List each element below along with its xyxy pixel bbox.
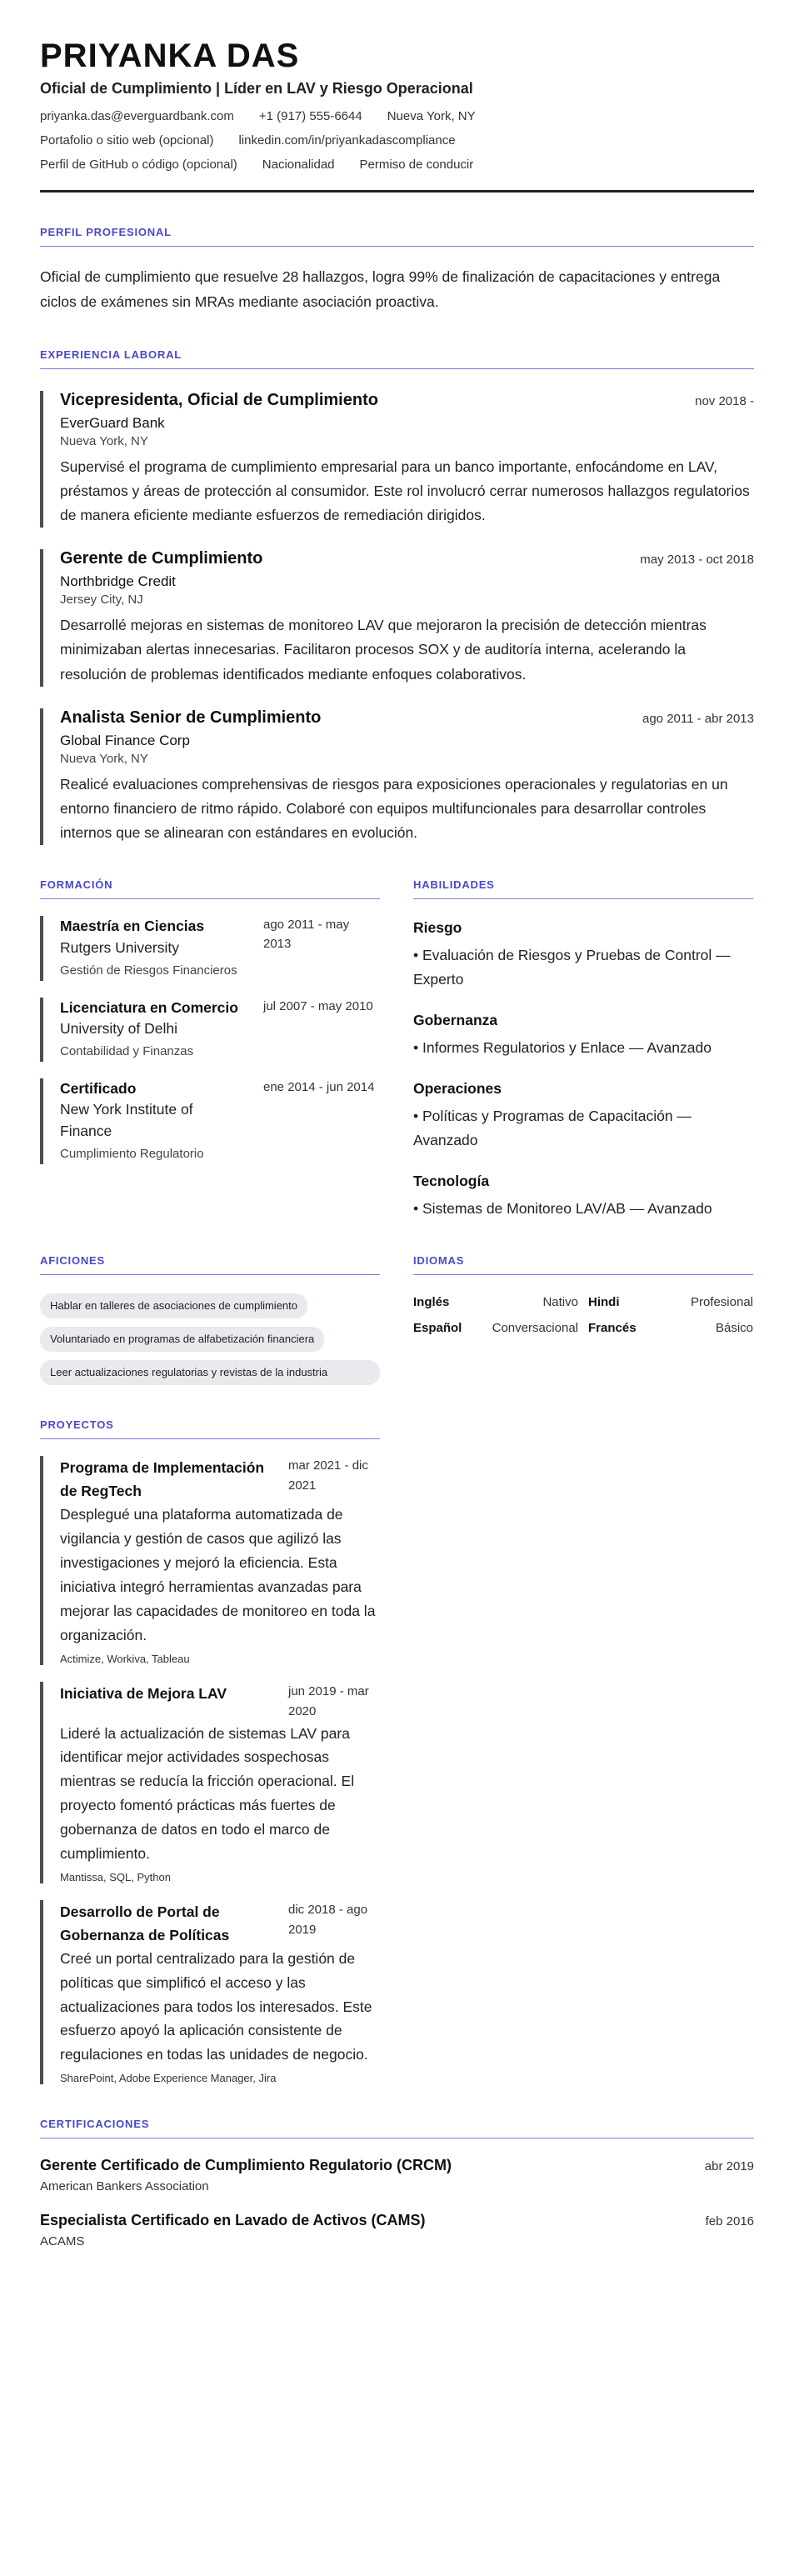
experience-item	[40, 391, 754, 528]
project-name: Programa de Implementación de RegTech	[60, 1459, 265, 1500]
certification-issuer: ACAMS	[40, 2234, 85, 2249]
education-school: New York Institute of Finance	[60, 1101, 193, 1139]
job-location: Nueva York, NY	[60, 751, 148, 766]
hobby-chip: Leer actualizaciones regulatorias y revistas de la industria	[40, 1360, 380, 1385]
job-dates: may 2013 - oct 2018	[640, 553, 754, 568]
language-level: Básico	[715, 1320, 753, 1335]
language-level: Nativo	[542, 1294, 578, 1309]
education-field: Gestión de Riesgos Financieros	[60, 963, 237, 978]
job-location: Jersey City, NJ	[60, 593, 143, 608]
project-item	[40, 1456, 380, 1664]
education-degree: Maestría en Ciencias	[60, 918, 205, 935]
hobby-chip: Voluntariado en programas de alfabetización financiera	[40, 1327, 324, 1352]
summary-text: Oficial de cumplimiento que resuelve 28 hallazgos, logra 99% de finalización de capacitaciones y entrega ciclos de exámenes sin MRAs mediante asociación proactiva.	[40, 268, 721, 310]
education-school: Rutgers University	[60, 938, 179, 956]
language-item	[413, 1295, 578, 1309]
contact-row	[40, 109, 754, 123]
language-name: Español	[413, 1320, 462, 1335]
project-description: Desplegué una plataforma automatizada de vigilancia y gestión de casos que agilizó las investigaciones y mejoró la eficiencia. Esta iniciativa integró herramientas avanzadas para mejorar las capacidades de monitoreo en toda la organización.	[60, 1506, 376, 1643]
experience-item	[40, 708, 754, 846]
education-item	[40, 998, 380, 1062]
project-name: Iniciativa de Mejora LAV	[60, 1684, 227, 1702]
certification-name: Especialista Certificado en Lavado de Activos (CAMS)	[40, 2212, 426, 2229]
skill-detail: • Informes Regulatorios y Enlace — Avanzado	[413, 1039, 712, 1057]
skill-category: Tecnología	[413, 1172, 490, 1189]
education-dates: ago 2011 - may 2013	[263, 918, 350, 951]
header-divider	[40, 190, 754, 193]
certification-name: Gerente Certificado de Cumplimiento Regulatorio (CRCM)	[40, 2157, 452, 2174]
contact-nationality: Nacionalidad	[262, 158, 335, 172]
section-title: HABILIDADES	[413, 878, 753, 899]
job-title: Vicepresidenta, Oficial de Cumplimiento	[60, 390, 378, 409]
project-dates: jun 2019 - mar 2020	[288, 1683, 369, 1718]
hobbies-section	[40, 1221, 380, 1386]
language-item	[413, 1321, 578, 1335]
education-degree: Certificado	[60, 1079, 137, 1097]
language-item	[588, 1295, 753, 1309]
contact-email[interactable]: priyanka.das@everguardbank.com	[40, 109, 234, 123]
education-skills-row	[40, 845, 754, 1220]
contact-phone[interactable]: +1 (917) 555-6644	[258, 109, 362, 123]
education-school: University of Delhi	[60, 1020, 178, 1038]
language-item	[588, 1321, 753, 1335]
project-dates: dic 2018 - ago 2019	[288, 1902, 368, 1937]
hobby-list	[40, 1293, 380, 1386]
contact-location: Nueva York, NY	[387, 109, 476, 123]
candidate-name: PRIYANKA DAS	[40, 38, 300, 74]
project-tech: Actimize, Workiva, Tableau	[60, 1652, 190, 1665]
section-title: EXPERIENCIA LABORAL	[40, 348, 754, 369]
certification-date: abr 2019	[704, 2159, 754, 2174]
project-item	[40, 1682, 380, 1883]
section-title: FORMACIÓN	[40, 878, 380, 899]
project-description: Lideré la actualización de sistemas LAV para identificar mejor actividades sospechosas mientras se reducía la fricción operacional. El proyecto fomentó prácticas más fuertes de gobernanza de datos en todo el marco de cumplimiento.	[60, 1724, 355, 1862]
education-dates: ene 2014 - jun 2014	[263, 1079, 375, 1094]
section-title: IDIOMAS	[413, 1254, 753, 1275]
project-name: Desarrollo de Portal de Gobernanza de Políticas	[60, 1903, 230, 1943]
skills-section	[413, 845, 753, 1220]
summary-section	[40, 226, 754, 315]
certification-date: feb 2016	[705, 2214, 754, 2229]
section-title: PROYECTOS	[40, 1418, 380, 1439]
education-field: Contabilidad y Finanzas	[60, 1044, 194, 1059]
section-title: PERFIL PROFESIONAL	[40, 226, 754, 247]
education-degree: Licenciatura en Comercio	[60, 998, 238, 1016]
skill-detail: • Evaluación de Riesgos y Pruebas de Control — Experto	[413, 947, 731, 988]
language-name: Hindi	[588, 1294, 620, 1309]
job-title: Analista Senior de Cumplimiento	[60, 708, 322, 727]
education-item	[40, 1078, 380, 1164]
job-dates: nov 2018 -	[695, 393, 754, 408]
job-company: Global Finance Corp	[60, 732, 190, 748]
job-title: Gerente de Cumplimiento	[60, 549, 263, 568]
education-section	[40, 845, 380, 1220]
skill-category: Riesgo	[413, 919, 462, 937]
contact-github[interactable]: Perfil de GitHub o código (opcional)	[40, 158, 237, 172]
experience-section	[40, 348, 754, 846]
skill-detail: • Sistemas de Monitoreo LAV/AB — Avanzado	[413, 1199, 712, 1217]
job-dates: ago 2011 - abr 2013	[642, 711, 754, 726]
project-tech: Mantissa, SQL, Python	[60, 1870, 171, 1883]
certification-issuer: American Bankers Association	[40, 2179, 209, 2194]
projects-section	[40, 1418, 380, 2084]
language-name: Inglés	[413, 1294, 450, 1309]
contact-license: Permiso de conducir	[359, 158, 474, 172]
language-grid	[413, 1295, 753, 1335]
language-level: Conversacional	[492, 1320, 578, 1335]
job-location: Nueva York, NY	[60, 433, 148, 448]
job-company: Northbridge Credit	[60, 573, 176, 590]
certification-item	[40, 2157, 754, 2193]
education-dates: jul 2007 - may 2010	[263, 998, 373, 1013]
resume-header	[40, 37, 754, 193]
contact-portfolio[interactable]: Portafolio o sitio web (opcional)	[40, 133, 214, 148]
project-item	[40, 1900, 380, 2084]
hobby-chip: Hablar en talleres de asociaciones de cumplimiento	[40, 1293, 307, 1318]
certifications-section	[40, 2118, 754, 2248]
hobbies-languages-row	[40, 1221, 754, 1386]
certification-item	[40, 2212, 754, 2248]
project-description: Creé un portal centralizado para la gestión de políticas que simplificó el acceso y las actualizaciones para todos los interesados. Este esfuerzo apoyó la aplicación consistente de regulaciones en todas las unidades de negocio.	[60, 1949, 372, 2063]
contact-linkedin[interactable]: linkedin.com/in/priyankadascompliance	[238, 133, 456, 148]
job-description: Realicé evaluaciones comprehensivas de riesgos para exposiciones operacionales y regulatorias en un entorno financiero de ritmo rápido. Colaboré con equipos multifuncionales para desarrollar controles internos que se alinearan con estándares en evolución.	[60, 775, 728, 842]
job-company: EverGuard Bank	[60, 414, 165, 431]
experience-item	[40, 549, 754, 687]
education-item	[40, 916, 380, 980]
skill-category: Operaciones	[413, 1080, 502, 1098]
contact-row	[40, 133, 754, 148]
job-description: Supervisé el programa de cumplimiento empresarial para un banco importante, enfocándome en LAV, préstamos y áreas de protección al consumidor. Este rol involucró cerrar numerosos hallazgos regulatorios de manera eficiente mediante esfuerzos de remediación dirigidos.	[60, 458, 750, 523]
section-title: CERTIFICACIONES	[40, 2118, 754, 2138]
language-name: Francés	[588, 1320, 637, 1335]
project-tech: SharePoint, Adobe Experience Manager, Jira	[60, 2072, 277, 2085]
project-dates: mar 2021 - dic 2021	[288, 1458, 368, 1493]
skill-detail: • Políticas y Programas de Capacitación — Avanzado	[413, 1108, 692, 1148]
education-field: Cumplimiento Regulatorio	[60, 1147, 204, 1162]
candidate-headline: Oficial de Cumplimiento | Líder en LAV y Riesgo Operacional	[40, 80, 473, 97]
job-description: Desarrollé mejoras en sistemas de monitoreo LAV que mejoraron la precisión de detección mientras minimizaban alertas innecesarias. Facilitaron procesos SOX y de auditoría interna, acelerando la resolución de problemas identificados mediante enfoques colaborativos.	[60, 617, 707, 683]
contact-row	[40, 158, 754, 172]
skill-category: Gobernanza	[413, 1012, 498, 1029]
languages-section	[413, 1221, 753, 1386]
section-title: AFICIONES	[40, 1254, 380, 1275]
language-level: Profesional	[690, 1294, 753, 1309]
